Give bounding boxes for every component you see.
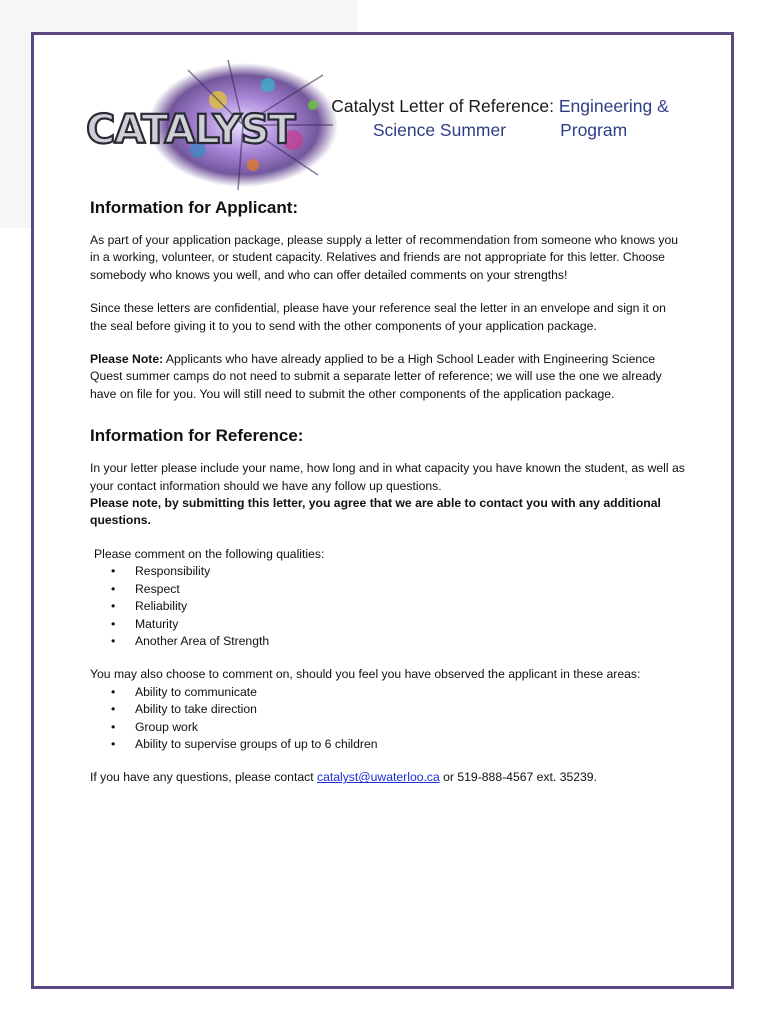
title-prefix: Catalyst Letter of Reference:: [331, 96, 559, 116]
qualities-intro: Please comment on the following qualities:: [94, 546, 325, 561]
note-text: Applicants who have already applied to be a High School Leader with Engineering Science Quest summer camps do not need to submit a separate letter of reference; we will use the one we already have on file for you. You will still need to submit the other components of the application package.: [90, 352, 662, 401]
qualities-list: [90, 563, 686, 650]
svg-text:CATALYST: CATALYST: [86, 107, 295, 153]
list-item: • Another Area of Strength: [135, 633, 686, 650]
contact-suffix: or 519-888-4567 ext. 35239.: [439, 770, 597, 785]
reference-bold-note: Please note, by submitting this letter, you agree that we are able to contact you with any additional questions.: [90, 496, 661, 528]
list-item: • Ability to communicate: [135, 684, 686, 701]
list-item: • Respect: [135, 581, 686, 598]
applicant-note: [90, 351, 686, 403]
list-item: • Ability to supervise groups of up to 6 children: [135, 736, 686, 753]
list-item: • Responsibility: [135, 563, 686, 580]
optional-intro: You may also choose to comment on, should you feel you have observed the applicant in these areas:: [90, 667, 641, 682]
applicant-heading: Information for Applicant:: [90, 198, 299, 217]
contact-line: [90, 769, 686, 786]
reference-heading: Information for Reference:: [90, 426, 304, 446]
title-accent-3: Program: [560, 120, 628, 140]
list-item: • Reliability: [135, 598, 686, 615]
applicant-paragraph-2: Since these letters are confidential, please have your reference seal the letter in an envelope and sign it on the seal before giving it to you to send with the other components of your application package.: [90, 301, 666, 333]
optional-list: [90, 684, 686, 754]
contact-email-link[interactable]: catalyst@uwaterloo.ca: [316, 770, 440, 785]
title-accent-2: Science Summer: [372, 120, 507, 140]
list-item: • Ability to take direction: [135, 701, 686, 718]
note-label: Please Note:: [90, 352, 164, 367]
document-title: [300, 94, 700, 142]
document-body: [90, 197, 686, 803]
reference-paragraph-1: In your letter please include your name, how long and in what capacity you have known the student, as well as your contact information should we have any follow up questions.: [90, 461, 685, 493]
title-accent-1: Engineering &: [558, 96, 669, 116]
list-item: • Maturity: [135, 616, 686, 633]
applicant-paragraph-1: As part of your application package, please supply a letter of recommendation from someone who knows you in a working, volunteer, or student capacity. Relatives and friends are not appropriate for this letter. Choose somebody who knows you well, and who can offer detailed comments on your strengths!: [90, 233, 679, 282]
contact-prefix: If you have any questions, please contact: [90, 770, 317, 785]
list-item: • Group work: [135, 719, 686, 736]
